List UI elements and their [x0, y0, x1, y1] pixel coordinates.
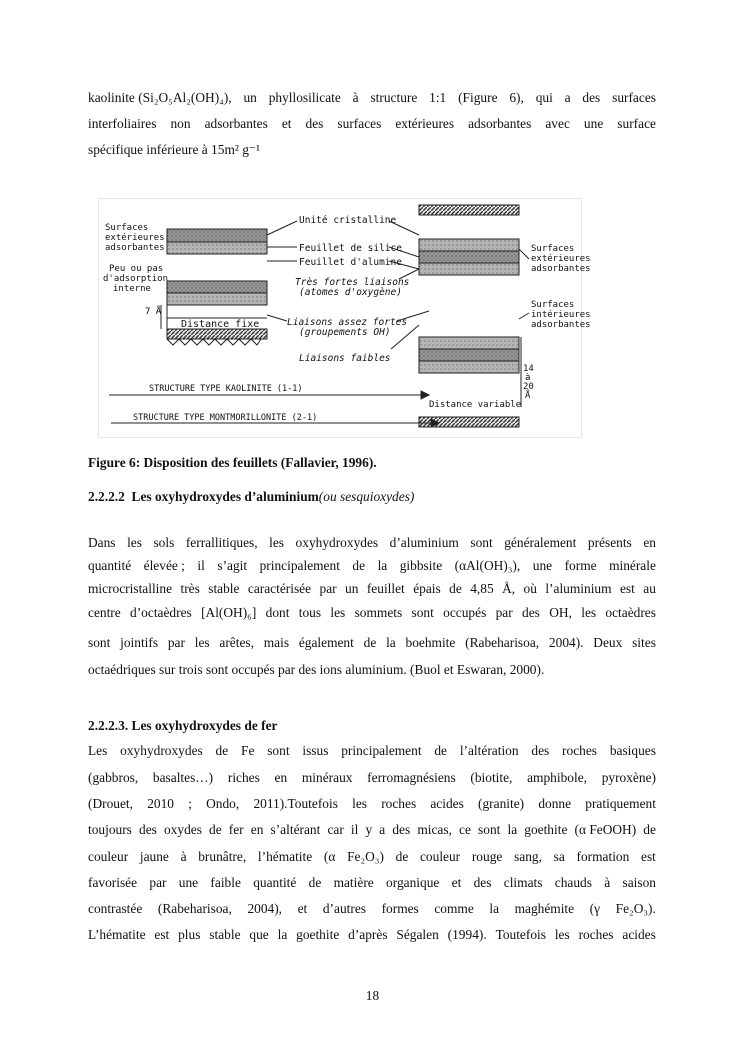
word: L’hématite [88, 927, 146, 942]
word: la [277, 927, 288, 942]
word: Les [88, 743, 108, 758]
word: d’après [348, 927, 388, 942]
word: l’hématite [257, 849, 313, 864]
word: (α [323, 849, 336, 864]
word: amphibole, [527, 770, 587, 785]
word: de [643, 822, 656, 837]
word: une [178, 875, 199, 890]
word: Ondo, [206, 796, 240, 811]
word: généralement [504, 535, 577, 550]
word: minéraux [301, 770, 353, 785]
word: (γ [589, 901, 601, 916]
word: une [583, 116, 604, 131]
word: sols [153, 535, 175, 550]
word: la [507, 822, 518, 837]
word: par [149, 875, 167, 890]
para1-line-2 [88, 558, 656, 574]
figure-feuillets [99, 199, 591, 437]
word: basaltes…) [152, 770, 214, 785]
word: Dans [88, 535, 116, 550]
word: caractérisée [247, 581, 312, 596]
word: dont [265, 605, 290, 620]
word: surface [617, 116, 656, 131]
word: avec [545, 116, 570, 131]
word: les [269, 535, 285, 550]
word: des [473, 875, 492, 890]
word: sommets [354, 605, 403, 620]
word: (Rabeharisoa, [157, 901, 232, 916]
label-groupements-oh: (groupements OH) [299, 327, 391, 338]
word: Å, [502, 581, 516, 596]
intro-line-1 [88, 90, 656, 106]
word: les [330, 605, 346, 620]
word: surfaces [337, 116, 382, 131]
word: ferrallitiques, [185, 535, 258, 550]
word: [Al(OH)₆] [201, 605, 257, 620]
left-surfaces-ext-2: extérieures [105, 233, 165, 243]
word: 4,85 [470, 581, 494, 596]
word: acides [430, 796, 464, 811]
word: 2011).Toutefois [253, 796, 338, 811]
word: couleur [419, 849, 461, 864]
word: fer [228, 822, 244, 837]
word: brunâtre, [198, 849, 247, 864]
word: en [643, 535, 656, 550]
word: la [386, 635, 396, 650]
word: non [170, 116, 191, 131]
word: s’altérant [270, 822, 321, 837]
word: (Drouet, [88, 796, 133, 811]
word: stable [208, 581, 240, 596]
word: élevée ; [143, 558, 185, 573]
word: est [641, 849, 656, 864]
word: sont [470, 535, 493, 550]
word: sont [478, 822, 501, 837]
word: il [197, 558, 205, 573]
word: ; [188, 796, 192, 811]
word: phyllosilicate [268, 90, 341, 105]
word: principalement [341, 743, 422, 758]
word: adsorbantes [468, 116, 532, 131]
word: minérale [609, 558, 656, 573]
word: que [249, 927, 269, 942]
word: structure [370, 90, 418, 105]
left-peu-3: interne [113, 284, 151, 294]
word: s’agit [217, 558, 248, 573]
word: pratiquement [585, 796, 656, 811]
word: chauds [554, 875, 592, 890]
word: faible [210, 875, 241, 890]
word: et [281, 116, 292, 131]
word: goethite [524, 822, 568, 837]
word: Ségalen [396, 927, 439, 942]
structure-montmorillonite: STRUCTURE TYPE MONTMORILLONITE (2-1) [133, 413, 318, 423]
word: maghémite [514, 901, 575, 916]
word: par [167, 635, 185, 650]
word: par [319, 581, 337, 596]
structure-labels [133, 384, 317, 423]
label-tres-fortes: Très fortes liaisons [295, 277, 410, 288]
word: 1:1 [429, 90, 447, 105]
para2-line-5 [88, 849, 656, 865]
label-unite-cristalline: Unité cristalline [299, 215, 397, 226]
word: de [215, 743, 229, 758]
section-heading-fer: 2.2.2.3. Les oxyhydroxydes de fer [88, 718, 278, 733]
word: issus [302, 743, 329, 758]
word: (biotite, [470, 770, 513, 785]
word: roches [578, 927, 614, 942]
word: à [352, 90, 359, 105]
structure-kaolinite: STRUCTURE TYPE KAOLINITE (1-1) [149, 384, 303, 394]
word: en [250, 822, 264, 837]
word: oxyhydroxydes [120, 743, 203, 758]
word: jointifs [120, 635, 159, 650]
word: (granite) [478, 796, 525, 811]
word: organique [386, 875, 440, 890]
word: octaèdres [605, 605, 656, 620]
word: à [604, 875, 611, 890]
word: sa [553, 849, 565, 864]
para2-line-1 [88, 743, 656, 759]
label-feuillet-alumine: Feuillet d'alumine [299, 257, 402, 268]
word: acides [622, 927, 656, 942]
left-surfaces-ext-3: adsorbantes [105, 243, 165, 253]
word: roches [381, 796, 417, 811]
word: centre [88, 605, 121, 620]
word: extérieures [395, 116, 455, 131]
word: ce [459, 822, 471, 837]
word: climats [503, 875, 543, 890]
intro-line-3: spécifique inférieure à 15m² g⁻¹ [88, 142, 260, 157]
word: forme [564, 558, 597, 573]
label-liaisons-faibles: Liaisons faibles [299, 353, 391, 364]
word: (1994). [447, 927, 487, 942]
word: riches [227, 770, 260, 785]
word: des [305, 116, 324, 131]
figure-caption: Figure 6: Disposition des feuillets (Fallavier, 1996). [88, 455, 377, 470]
word: y [365, 822, 373, 837]
word: des [392, 822, 411, 837]
word: ferromagnésiens [367, 770, 456, 785]
para1-last-line: octaédriques sur trois sont occupés par des ions aluminium. (Buol et Eswaran, 2000). [88, 662, 545, 677]
word: micas, [417, 822, 452, 837]
word: des [531, 743, 550, 758]
right-distance-variable: Distance variable [429, 400, 522, 410]
section-heading-aluminium [88, 489, 414, 505]
word: saison [622, 875, 656, 890]
word: sites [632, 635, 656, 650]
range-20: 20 [523, 382, 534, 392]
right-surfaces-ext-2: extérieures [531, 254, 591, 264]
word: de [395, 849, 409, 864]
word: sont [88, 635, 111, 650]
word: Fe [241, 743, 255, 758]
word: a [564, 90, 571, 105]
word: et [297, 901, 308, 916]
label-feuillet-silice: Feuillet de silice [299, 243, 402, 254]
word: car [327, 822, 344, 837]
para2-line-4 [88, 822, 656, 838]
word: boehmite [405, 635, 456, 650]
word: d’aluminium [389, 535, 459, 550]
word: une [532, 558, 553, 573]
word: en [274, 770, 288, 785]
word: sont [267, 743, 290, 758]
para1-line-4 [88, 605, 656, 621]
word: également [298, 635, 354, 650]
word: Deux [593, 635, 623, 650]
word: gibbsite [399, 558, 443, 573]
word: (αAl(OH)₃), [454, 558, 521, 573]
word: adsorbantes [204, 116, 268, 131]
word: formation [576, 849, 630, 864]
word: (Figure [458, 90, 498, 105]
word: des [139, 822, 157, 837]
word: est [154, 927, 170, 942]
word: kaolinite (Si₂O₅Al₂(OH)₄), [88, 90, 232, 105]
word: arêtes, [219, 635, 254, 650]
para2-line-7 [88, 901, 656, 917]
word: 6), [509, 90, 524, 105]
right-surfaces-int-1: Surfaces [531, 300, 575, 310]
left-peu-2: d'adsorption [103, 274, 169, 284]
word: Fe₂O₃). [615, 901, 656, 916]
word: jaune [139, 849, 169, 864]
word: microcristalline [88, 581, 173, 596]
range-unit: Å [525, 391, 531, 401]
word: Toutefois [495, 927, 546, 942]
word: basiques [609, 743, 656, 758]
word: formes [381, 901, 419, 916]
range-a: à [525, 373, 531, 383]
word: de [209, 822, 222, 837]
center-labels [287, 215, 409, 364]
word: feuillet [366, 581, 405, 596]
word: OH, [549, 605, 572, 620]
word: (α FeOOH) [574, 822, 637, 837]
word: occupés [443, 605, 487, 620]
word: matière [333, 875, 374, 890]
left-seven: 7 Å [145, 307, 162, 317]
word: sang, [514, 849, 542, 864]
word: pyroxène) [601, 770, 656, 785]
word: les [554, 927, 570, 942]
word: de [434, 743, 447, 758]
word: stable [209, 927, 241, 942]
word: donne [538, 796, 572, 811]
word: d’autres [322, 901, 366, 916]
section-number: 2.2.2.2 [88, 489, 125, 504]
para1-line-3 [88, 581, 656, 597]
word: épais [413, 581, 441, 596]
word: les [581, 605, 597, 620]
label-liaisons-assez-fortes: Liaisons assez fortes [287, 317, 408, 328]
word: principalement [259, 558, 340, 573]
word: il [350, 822, 359, 837]
word: favorisée [88, 875, 138, 890]
word: de [363, 635, 377, 650]
section-subtitle: (ou sesquioxydes) [318, 489, 415, 504]
word: (gabbros, [88, 770, 139, 785]
word: mais [263, 635, 290, 650]
word: au [643, 581, 656, 596]
word: contrastée [88, 901, 143, 916]
word: la [377, 558, 388, 573]
word: Fe₂O₃) [347, 849, 384, 864]
right-surfaces-ext-3: adsorbantes [531, 264, 591, 274]
word: qui [535, 90, 553, 105]
intro-line-2 [88, 116, 656, 132]
word: de [449, 581, 462, 596]
word: (Rabeharisoa, [465, 635, 540, 650]
word: rouge [471, 849, 503, 864]
word: où [523, 581, 537, 596]
word: couleur [88, 849, 129, 864]
para1-line-5 [88, 635, 656, 651]
word: oxydes [163, 822, 202, 837]
word: interfoliaires [88, 116, 157, 131]
word: la [489, 901, 500, 916]
word: sont [411, 605, 434, 620]
para2-line-3 [88, 796, 656, 812]
word: 2004), [247, 901, 283, 916]
word: comme [434, 901, 474, 916]
section-title: Les oxyhydroxydes d’aluminium [131, 489, 319, 504]
word: goethite [296, 927, 340, 942]
left-surfaces-ext-1: Surfaces [105, 223, 149, 233]
word: oxyhydroxydes [295, 535, 379, 550]
word: un [243, 90, 257, 105]
word: quantité [253, 875, 297, 890]
word: présents [587, 535, 632, 550]
word: les [127, 535, 142, 550]
word: surfaces [612, 90, 656, 105]
word: est [619, 581, 635, 596]
word: un [345, 581, 359, 596]
word: et [451, 875, 462, 890]
word: les [194, 635, 210, 650]
right-surfaces-ext-1: Surfaces [531, 244, 575, 254]
range-14: 14 [523, 364, 534, 374]
word: les [352, 796, 367, 811]
left-distance-fixe: Distance fixe [181, 319, 260, 330]
word: des [582, 90, 601, 105]
word: 2004). [548, 635, 584, 650]
label-atomes-oxygene: (atomes d'oxygène) [299, 287, 402, 298]
word: l’aluminium [545, 581, 612, 596]
word: de [308, 875, 322, 890]
word: roches [562, 743, 597, 758]
word: l’altération [459, 743, 519, 758]
word: par [495, 605, 513, 620]
word: tous [298, 605, 322, 620]
word: toujours [88, 822, 132, 837]
word: d’octaèdres [130, 605, 192, 620]
page-number: 18 [365, 988, 380, 1003]
word: de [352, 558, 366, 573]
right-surfaces-int-3: adsorbantes [531, 320, 591, 330]
left-peu-1: Peu ou pas [109, 264, 164, 274]
para2-line-2 [88, 770, 656, 786]
para2-line-6 [88, 875, 656, 891]
para1-line-1 [88, 535, 656, 551]
word: plus [178, 927, 201, 942]
para2-line-8 [88, 927, 656, 943]
word: très [180, 581, 200, 596]
word: à [180, 849, 187, 864]
right-surfaces-int-2: intérieures [531, 310, 591, 320]
word: des [522, 605, 540, 620]
montmorillonite-stack [419, 205, 521, 427]
word: quantité [88, 558, 132, 573]
word: a [379, 822, 386, 837]
word: 2010 [147, 796, 174, 811]
